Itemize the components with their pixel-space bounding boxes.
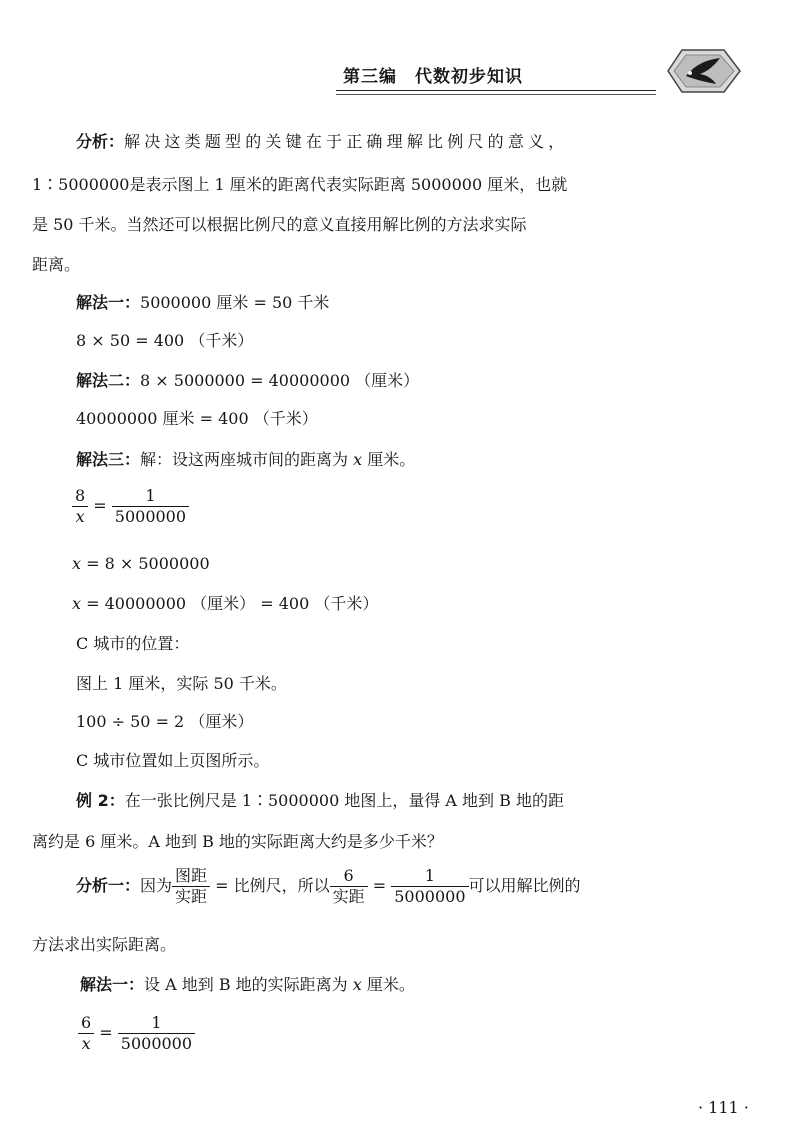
solution-2-line-2: 40000000 厘米 = 400 （千米） bbox=[76, 409, 318, 428]
fraction-6-over-actual: $\frac{6}{\text{实距}}$ bbox=[330, 866, 368, 907]
bird-emblem-icon bbox=[660, 44, 744, 98]
header-title: 第三编 代数初步知识 bbox=[343, 67, 523, 87]
example-2-label: 例 2： bbox=[76, 791, 125, 810]
analysis-one-label: 分析一： bbox=[76, 876, 141, 895]
fraction-6-over-x: $\frac{6}{x}$ bbox=[78, 1013, 94, 1054]
solution-3-var: x bbox=[353, 450, 363, 469]
c-city-figure-ref: C 城市位置如上页图所示。 bbox=[76, 751, 270, 770]
analysis-line-2: 1∶5000000是表示图上 1 厘米的距离代表实际距离 5000000 厘米，也就 bbox=[32, 175, 568, 194]
example-2-line-1 bbox=[76, 791, 564, 811]
analysis-one-line-1: 分析一：因为 $\frac{\text{图距}}{\text{实距}}$ = 比例尺，所以 $\frac{6}{\text{实距}}$ = $\frac{1}{5000000}$ 可以用解比例的 bbox=[76, 866, 581, 906]
fraction-1-over-5000000: $\frac{1}{5000000}$ bbox=[112, 486, 189, 527]
equation-proportion-1: $\frac{8}{x}$ = $\frac{1}{5000000}$ bbox=[72, 486, 189, 527]
map-scale-text: 图上 1 厘米，实际 50 千米。 bbox=[76, 674, 287, 693]
solution-1-text: 5000000 厘米 = 50 千米 bbox=[140, 293, 330, 312]
fraction-8-over-x: $\frac{8}{x}$ bbox=[72, 486, 88, 527]
solution-2-label: 解法二： bbox=[76, 371, 141, 390]
analysis-line-3: 是 50 千米。当然还可以根据比例尺的意义直接用解比例的方法求实际 bbox=[32, 215, 527, 234]
analysis-line-1 bbox=[76, 132, 568, 152]
fraction-1-over-5000000-c: $\frac{1}{5000000}$ bbox=[118, 1013, 195, 1054]
solution-1-line-2: 8 × 50 = 400 （千米） bbox=[76, 331, 254, 350]
solution-2-text: 8 × 5000000 = 40000000 （厘米） bbox=[140, 371, 420, 390]
example-2-text: 在一张比例尺是 1∶5000000 地图上，量得 A 地到 B 地的距 bbox=[124, 791, 564, 810]
analysis-label: 分析： bbox=[76, 132, 125, 151]
analysis-text: 解决这类题型的关键在于正确理解比例尺的意义， bbox=[124, 132, 569, 151]
header-rule-thin bbox=[336, 94, 656, 95]
ex2-solution-1-label: 解法一： bbox=[80, 975, 145, 994]
equation-x-line-1: x = 8 × 5000000 bbox=[72, 554, 210, 573]
equation-proportion-2: $\frac{6}{x}$ = $\frac{1}{5000000}$ bbox=[78, 1013, 195, 1054]
example-2-line-2: 离约是 6 厘米。A 地到 B 地的实际距离大约是多少千米？ bbox=[32, 832, 443, 851]
ex2-solution-1-line: 解法一：设 A 地到 B 地的实际距离为 x 厘米。 bbox=[80, 975, 415, 994]
page-number: · 111 · bbox=[698, 1098, 749, 1117]
fraction-map-over-actual: $\frac{\text{图距}}{\text{实距}}$ bbox=[172, 866, 210, 907]
calc-text: 100 ÷ 50 = 2 （厘米） bbox=[76, 712, 254, 731]
solution-3-line-1 bbox=[76, 450, 415, 470]
equation-x-line-2: x = 40000000 （厘米） = 400 （千米） bbox=[72, 594, 379, 613]
fraction-1-over-5000000-b: $\frac{1}{5000000}$ bbox=[391, 866, 468, 907]
solution-3-text-a: 解：设这两座城市间的距离为 bbox=[140, 450, 354, 469]
header-rule bbox=[336, 90, 656, 91]
analysis-one-line-2: 方法求出实际距离。 bbox=[32, 935, 177, 954]
analysis-line-4: 距离。 bbox=[32, 255, 81, 274]
solution-3-text-b: 厘米。 bbox=[362, 450, 416, 469]
c-city-position: C 城市的位置： bbox=[76, 634, 190, 653]
solution-1-line-1 bbox=[76, 293, 329, 313]
solution-1-label: 解法一： bbox=[76, 293, 141, 312]
solution-2-line-1 bbox=[76, 371, 419, 391]
solution-3-label: 解法三： bbox=[76, 450, 141, 469]
